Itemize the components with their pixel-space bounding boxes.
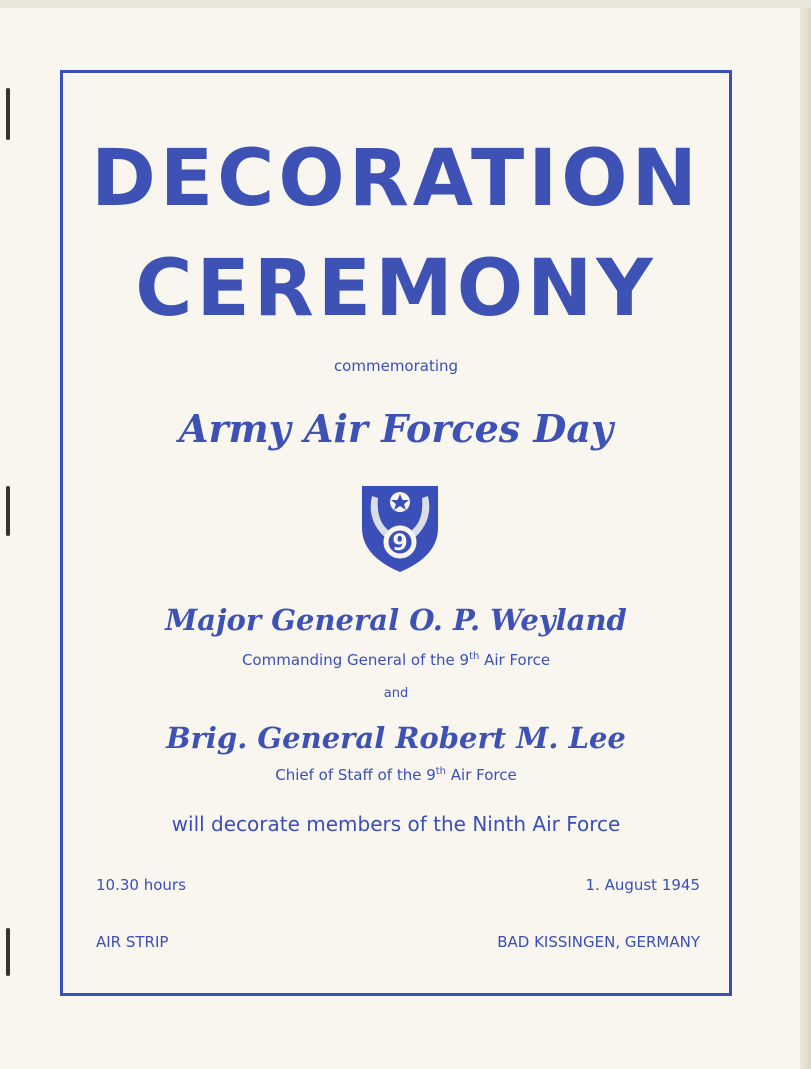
date-text: 1. August 1945	[585, 876, 700, 894]
time-text: 10.30 hours	[96, 876, 186, 894]
statement-text: will decorate members of the Ninth Air Force	[171, 812, 621, 836]
officer-2-name: Brig. General Robert M. Lee	[166, 721, 626, 755]
officer-2-role: Chief of Staff of the 9th Air Force	[275, 766, 517, 784]
staple	[6, 486, 10, 536]
staple	[6, 88, 10, 140]
officer-1-name: Major General O. P. Weyland	[165, 603, 627, 637]
title-line-2: CEREMONY	[135, 244, 657, 334]
and-text: and	[383, 686, 409, 701]
officer-1-role: Commanding General of the 9th Air Force	[241, 651, 551, 669]
paper-edge	[800, 8, 811, 1069]
svg-text:9: 9	[392, 531, 408, 556]
place-text: AIR STRIP	[96, 933, 169, 951]
commemorating-text: commemorating	[333, 357, 459, 375]
ninth-air-force-insignia-icon	[358, 482, 442, 574]
location-text: BAD KISSINGEN, GERMANY	[497, 933, 700, 951]
staple	[6, 928, 10, 976]
title-line-1: DECORATION	[91, 134, 701, 224]
event-name: Army Air Forces Day	[178, 406, 614, 451]
